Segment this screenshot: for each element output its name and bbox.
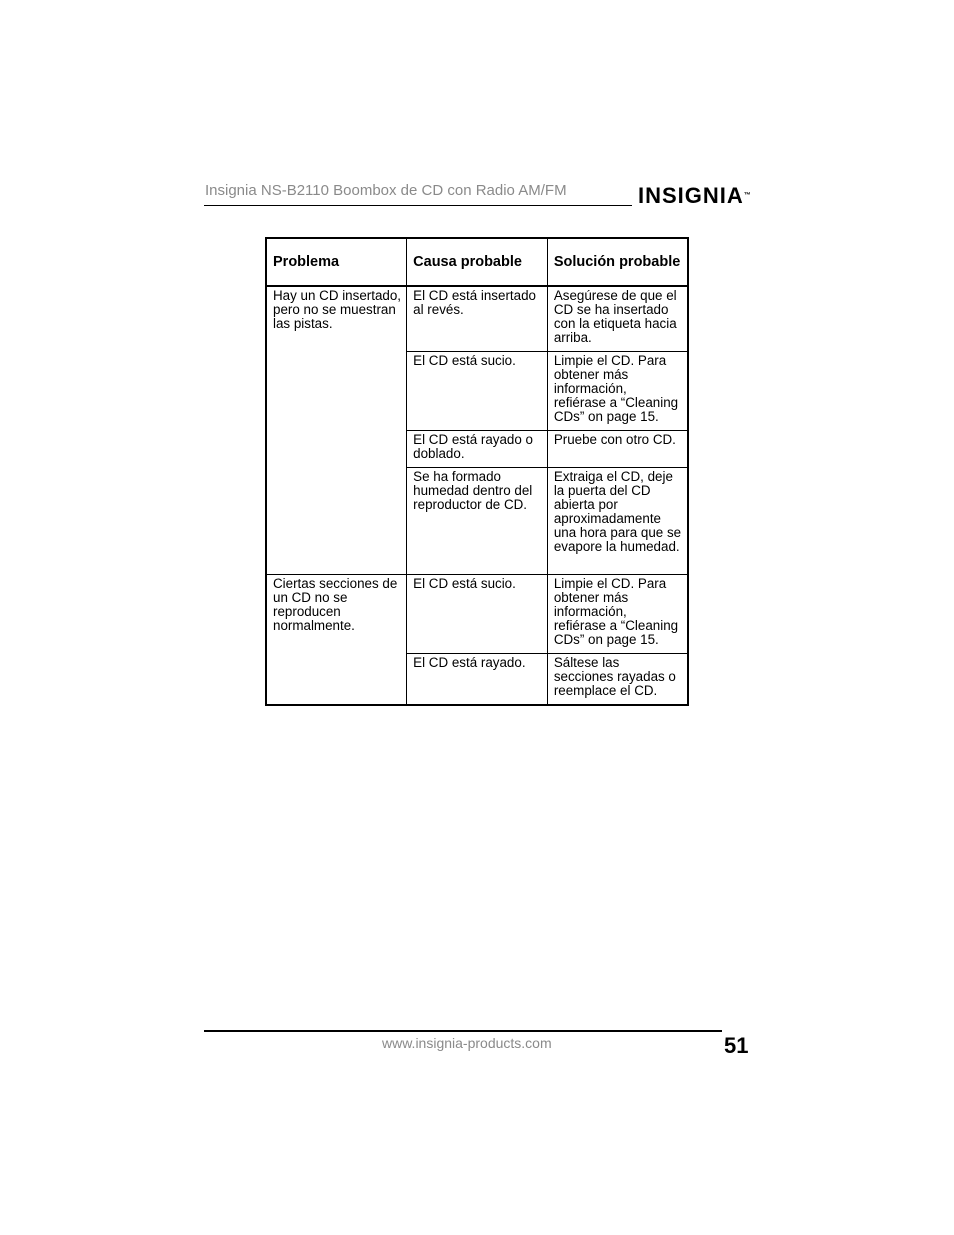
- footer-rule: [204, 1030, 722, 1032]
- solution-cell: Extraiga el CD, deje la puerta del CD abierta por aproximadamente una hora para que se evapore la humedad.: [547, 468, 688, 575]
- problem-cell: Ciertas secciones de un CD no se reproducen normalmente.: [266, 575, 407, 706]
- insignia-logo: [638, 184, 751, 208]
- solution-cell: Asegúrese de que el CD se ha insertado con la etiqueta hacia arriba.: [547, 286, 688, 352]
- column-header-problem: Problema: [266, 238, 407, 286]
- solution-cell: Limpie el CD. Para obtener más información, refiérase a “Cleaning CDs” on page 15.: [547, 352, 688, 431]
- solution-cell: Limpie el CD. Para obtener más información, refiérase a “Cleaning CDs” on page 15.: [547, 575, 688, 654]
- column-header-solution: Solución probable: [547, 238, 688, 286]
- column-header-cause: Causa probable: [407, 238, 548, 286]
- running-header-title: Insignia NS-B2110 Boombox de CD con Radio AM/FM: [205, 182, 567, 199]
- cause-cell: El CD está sucio.: [407, 352, 548, 431]
- header-rule: [204, 205, 632, 206]
- table-header-row: [266, 238, 688, 286]
- cause-cell: El CD está rayado.: [407, 654, 548, 706]
- footer-url: www.insignia-products.com: [382, 1035, 552, 1051]
- cause-cell: El CD está insertado al revés.: [407, 286, 548, 352]
- logo-trademark: ™: [743, 192, 751, 199]
- cause-cell: El CD está sucio.: [407, 575, 548, 654]
- problem-cell: Hay un CD insertado, pero no se muestran las pistas.: [266, 286, 407, 575]
- logo-text: INSIGNIA: [638, 183, 744, 208]
- table-row: [266, 286, 688, 352]
- cause-cell: Se ha formado humedad dentro del reproductor de CD.: [407, 468, 548, 575]
- solution-cell: Pruebe con otro CD.: [547, 431, 688, 468]
- page-number: 51: [724, 1033, 749, 1058]
- troubleshooting-table: [265, 237, 689, 706]
- solution-cell: Sáltese las secciones rayadas o reemplace el CD.: [547, 654, 688, 706]
- table-row: [266, 575, 688, 654]
- cause-cell: El CD está rayado o doblado.: [407, 431, 548, 468]
